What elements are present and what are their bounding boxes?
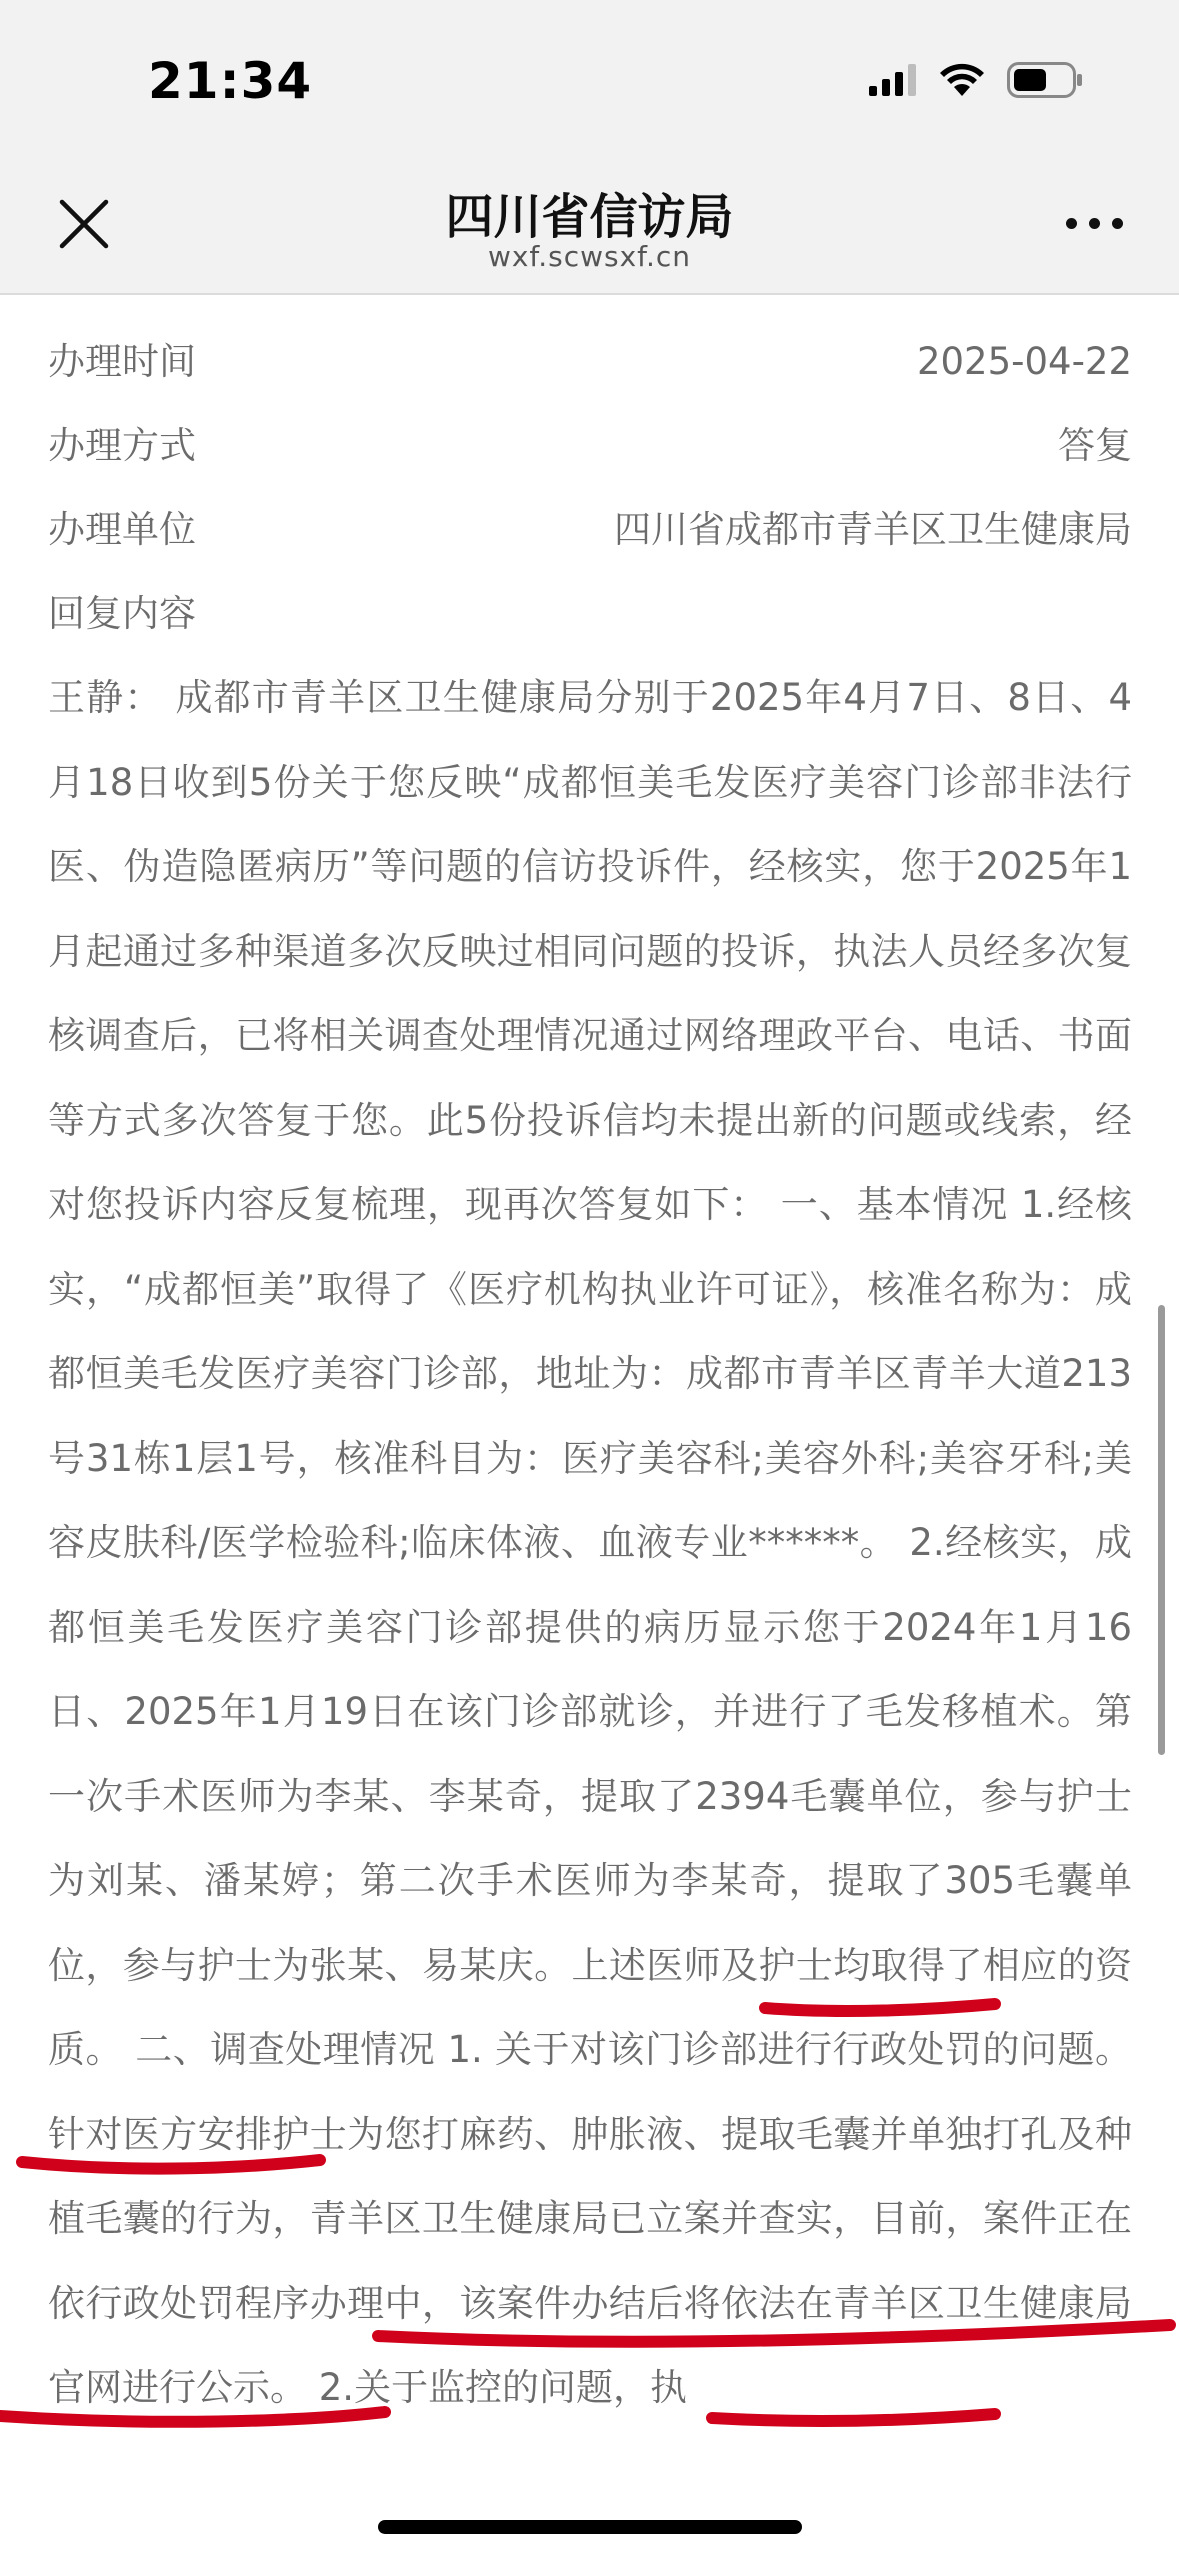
status-icons	[869, 62, 1083, 98]
signal-icon	[869, 64, 917, 96]
status-time: 21:34	[148, 52, 313, 110]
detail-row-time	[48, 320, 1132, 404]
detail-label: 办理方式	[48, 424, 196, 467]
detail-label: 办理时间	[48, 340, 196, 383]
wifi-icon	[939, 63, 985, 97]
more-dot	[1089, 218, 1100, 229]
reply-body: 王静： 成都市青羊区卫生健康局分别于2025年4月7日、8日、4月18日收到5份关于您反映“成都恒美毛发医疗美容门诊部非法行医、伪造隐匿病历”等问题的信访投诉件，经核实，您于2025年1月起通过多种渠道多次反映过相同问题的投诉，执法人员经多次复核调查后，已将相关调查处理情况通过网络理政平台、电话、书面等方式多次答复于您。此5份投诉信均未提出新的问题或线索，经对您投诉内容反复梳理，现再次答复如下： 一、基本情况 1.经核实，“成都恒美”取得了《医疗机构执业许可证》，核准名称为：成都恒美毛发医疗美容门诊部，地址为：成都市青羊区青羊大道213号31栋1层1号，核准科目为：医疗美容科;美容外科;美容牙科;美容皮肤科/医学检验科;临床体液、血液专业******。 2.经核实，成都恒美毛发医疗美容门诊部提供的病历显示您于2024年1月16日、2025年1月19日在该门诊部就诊，并进行了毛发移植术。第一次手术医师为李某、李某奇，提取了2394毛囊单位，参与护士为刘某、潘某婷；第二次手术医师为李某奇，提取了305毛囊单位，参与护士为张某、易某庆。上述医师及护士均取得了相应的资质。 二、调查处理情况 1. 关于对该门诊部进行行政处罚的问题。针对医方安排护士为您打麻药、肿胀液、提取毛囊并单独打孔及种植毛囊的行为，青羊区卫生健康局已立案并查实，目前，案件正在依行政处罚程序办理中，该案件办结后将依法在青羊区卫生健康局官网进行公示。 2.关于监控的问题，执	[48, 676, 1132, 2409]
more-dot	[1066, 218, 1077, 229]
page-title: 四川省信访局	[445, 189, 734, 245]
battery-icon	[1007, 62, 1083, 98]
detail-value: 2025-04-22	[916, 340, 1132, 383]
browser-header	[0, 0, 1179, 295]
page-url: wxf.scwsxf.cn	[487, 240, 692, 273]
detail-row-method	[48, 404, 1132, 488]
scrollbar[interactable]	[1158, 1305, 1165, 1755]
home-indicator[interactable]	[378, 2520, 802, 2534]
more-dot	[1112, 218, 1123, 229]
detail-row-unit	[48, 488, 1132, 572]
detail-value: 答复	[1058, 424, 1132, 467]
reply-content	[48, 320, 1132, 2431]
detail-value: 四川省成都市青羊区卫生健康局	[614, 508, 1132, 551]
detail-label: 办理单位	[48, 508, 196, 551]
more-icon[interactable]	[1066, 218, 1123, 229]
reply-label: 回复内容	[48, 592, 196, 635]
